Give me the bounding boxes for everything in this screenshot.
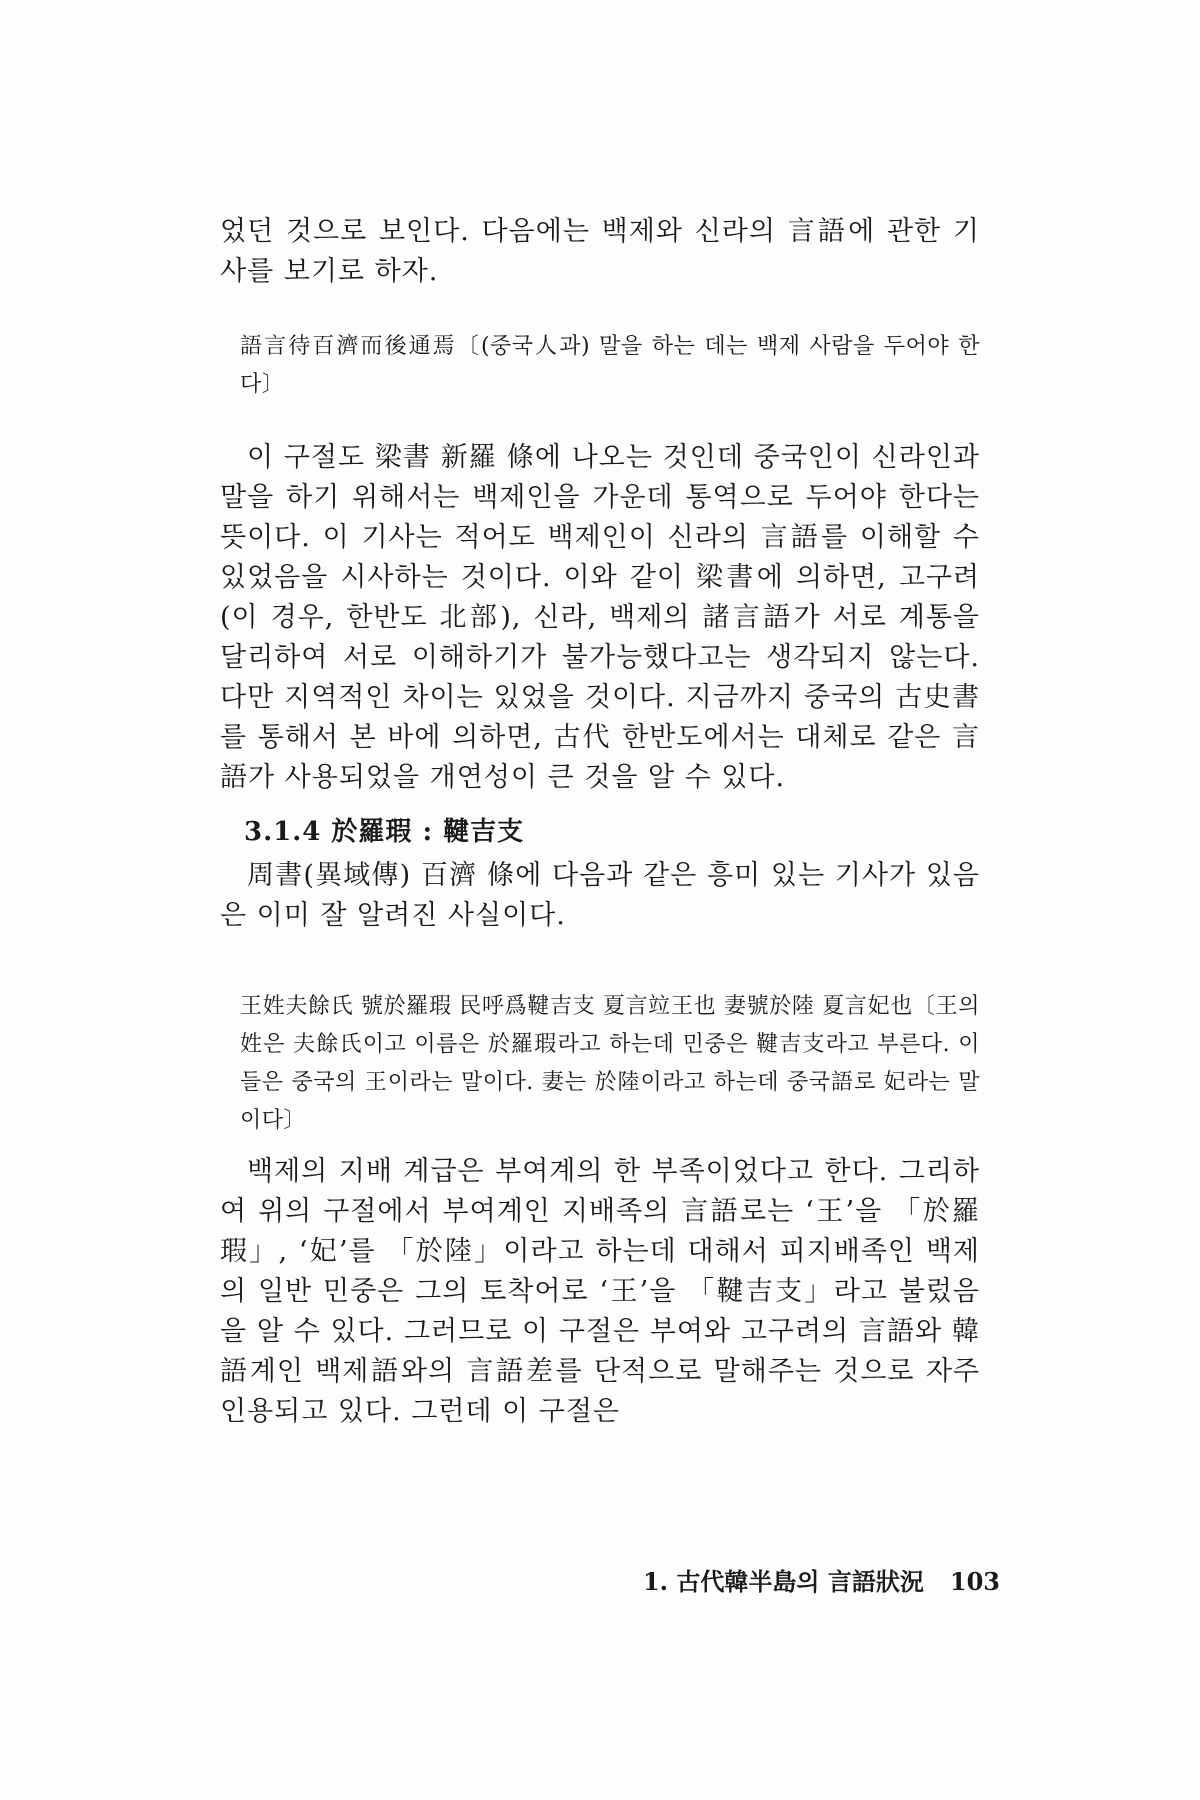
running-title: 1. 古代韓半島의 言語狀況 bbox=[642, 1567, 924, 1596]
paragraph-baekje-ruling-class-block bbox=[0, 1152, 1200, 1432]
paragraph-zhoushu-intro: 周書(異域傳) 百濟 條에 다음과 같은 흥미 있는 기사가 있음은 이미 잘 알려진 사실이다. bbox=[220, 860, 980, 931]
page-number: 103 bbox=[949, 1567, 1000, 1596]
quotation-zhoushu: 王姓夫餘氏 號於羅瑕 民呼爲鞬吉支 夏言竝王也 妻號於陸 夏言妃也〔王의 姓은 夫餘氏이고 이름은 於羅瑕라고 하는데 민중은 鞬吉支라고 부른다. 이들은 중국의 王이라는 말이다. 妻는 於陸이라고 하는데 중국語로 妃라는 말이다〕 bbox=[240, 994, 980, 1133]
quotation-block-zhoushu bbox=[0, 988, 1200, 1140]
section-heading: 3.1.4 於羅瑕 : 鞬吉支 bbox=[244, 817, 525, 847]
paragraph-zhoushu-intro-block bbox=[0, 856, 1200, 936]
paragraph-continuation-block bbox=[0, 212, 1200, 292]
section-heading-block bbox=[0, 815, 1200, 849]
quotation-liangshu: 語言待百濟而後通焉〔(중국人과) 말을 하는 데는 백제 사람을 두어야 한다〕 bbox=[240, 334, 980, 397]
paragraph-liangshu-commentary: 이 구절도 梁書 新羅 條에 나오는 것인데 중국인이 신라인과 말을 하기 위해서는 백제인을 가운데 통역으로 두어야 한다는 뜻이다. 이 기사는 적어도 백제인이 신라의 言語를 이해할 수 있었음을 시사하는 것이다. 이와 같이 梁書에 의하면, 고구려(이 경우, 한반도 北部), 신라, 백제의 諸言語가 서로 계통을 달리하여 서로 이해하기가 불가능했다고는 생각되지 않는다. 다만 지역적인 차이는 있었을 것이다. 지금까지 중국의 古史書를 통해서 본 바에 의하면, 古代 한반도에서는 대체로 같은 言語가 사용되었을 개연성이 큰 것을 알 수 있다. bbox=[220, 442, 980, 793]
paragraph-continuation: 었던 것으로 보인다. 다음에는 백제와 신라의 言語에 관한 기사를 보기로 하자. bbox=[220, 216, 980, 287]
paragraph-baekje-ruling-class: 백제의 지배 계급은 부여계의 한 부족이었다고 한다. 그리하여 위의 구절에서 부여계인 지배족의 言語로는 ‘王’을 「於羅瑕」, ‘妃’를 「於陸」이라고 하는데 대해서 피지배족인 백제의 일반 민중은 그의 토착어로 ‘王’을 「鞬吉支」라고 불렀음을 알 수 있다. 그러므로 이 구절은 부여와 고구려의 言語와 韓語계인 백제語와의 言語差를 단적으로 말해주는 것으로 자주 인용되고 있다. 그런데 이 구절은 bbox=[220, 1156, 980, 1427]
running-footer bbox=[643, 1565, 1000, 1599]
paragraph-liangshu-commentary-block bbox=[0, 438, 1200, 798]
quotation-block-liangshu bbox=[0, 328, 1200, 404]
